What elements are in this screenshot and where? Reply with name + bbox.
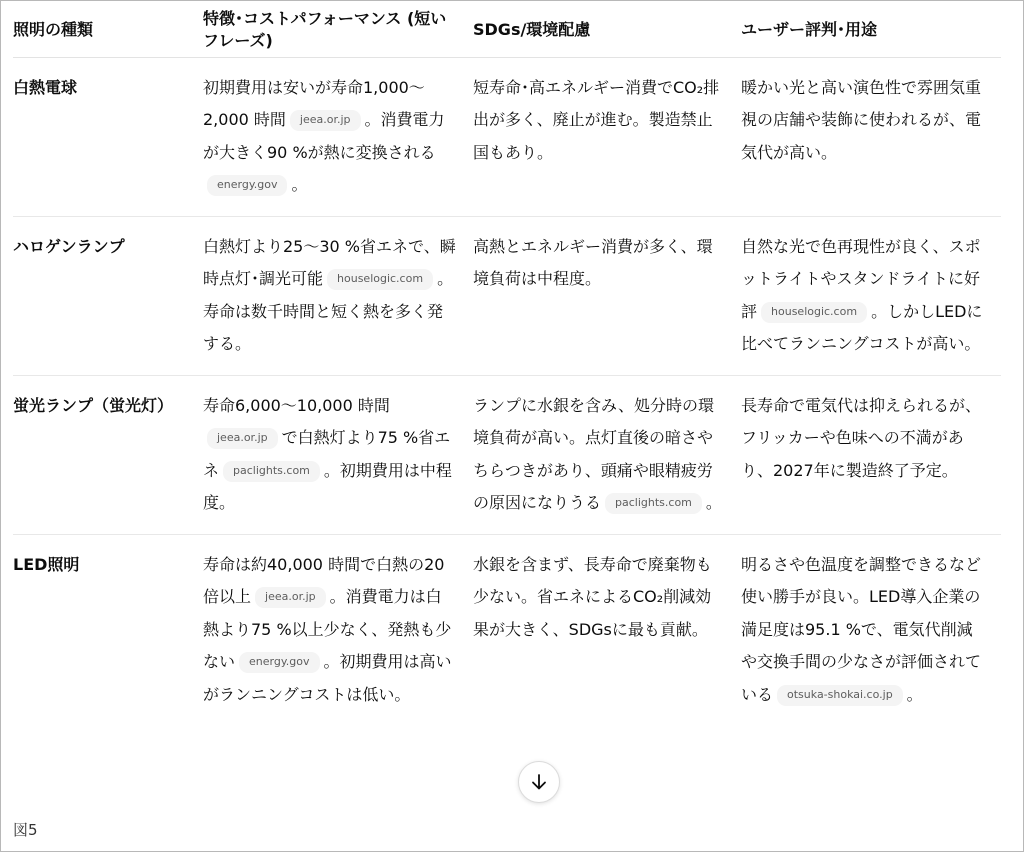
header-features: 特徴･コストパフォーマンス (短いフレーズ) [203,3,473,57]
row-sdgs [473,534,741,725]
header-sdgs: SDGs/環境配慮 [473,3,741,57]
arrow-down-icon [529,772,549,792]
row-features [203,375,473,534]
source-link[interactable]: houselogic.com [327,269,433,290]
cell-text: 高熱とエネルギー消費が多く、環境負荷は中程度。 [473,236,713,288]
header-reviews: ユーザー評判･用途 [741,3,1001,57]
cell-text: ランプに水銀を含み、処分時の環境負荷が高い。点灯直後の暗さやちらつきがあり、頭痛や眼精疲労の原因になりうる [473,395,714,512]
source-link[interactable]: paclights.com [223,461,320,482]
cell-text: 自然な光で色再現性が良く、スポットライトやスタンドライトに好評 [741,236,981,321]
row-reviews [741,375,1001,534]
row-sdgs [473,57,741,216]
row-sdgs [473,216,741,375]
scroll-down-button[interactable] [518,761,560,803]
cell-text: 暖かい光と高い演色性で雰囲気重視の店舗や装飾に使われるが、電気代が高い。 [741,77,982,162]
source-link[interactable]: energy.gov [207,175,287,196]
row-features [203,57,473,216]
cell-text: 白熱灯より25〜30 %省エネで、瞬時点灯･調光可能 [203,236,456,288]
cell-text: 初期費用は安いが寿命1,000〜2,000 時間 [203,77,425,129]
row-name: ハロゲンランプ [13,216,203,375]
table-row [13,57,1001,216]
cell-text: 。初期費用は中程度。 [203,460,452,512]
lighting-comparison-table [13,3,1001,725]
cell-text: 。消費電力は白熱より75 %以上少なく、発熱も少ない [203,587,452,671]
cell-text: 長寿命で電気代は抑えられるが、フリッカーや色味への不満があり、2027年に製造終了予定。 [741,395,982,480]
cell-text: 寿命6,000〜10,000 時間 [203,395,390,415]
row-sdgs [473,375,741,534]
row-reviews [741,534,1001,725]
table-header-row [13,3,1001,57]
source-link[interactable]: paclights.com [605,493,702,514]
cell-text: 水銀を含まず、長寿命で廃棄物も少ない。省エネによるCO₂削減効果が大きく、SDGsに最も貢献。 [473,554,712,639]
cell-text: 。しかしLEDに比べてランニングコストが高い。 [741,301,983,353]
source-link[interactable]: houselogic.com [761,302,867,323]
source-link[interactable]: jeea.or.jp [207,428,278,449]
source-link[interactable]: otsuka-shokai.co.jp [777,685,903,706]
row-name: 蛍光ランプ（蛍光灯） [13,375,203,534]
cell-text: 。 [291,175,308,194]
row-features [203,534,473,725]
header-type: 照明の種類 [13,3,203,57]
source-link[interactable]: energy.gov [239,652,319,673]
row-name: LED照明 [13,554,80,574]
source-link[interactable]: jeea.or.jp [290,110,361,131]
table-row [13,216,1001,375]
cell-text: 短寿命･高エネルギー消費でCO₂排出が多く、廃止が進む。製造禁止国もあり。 [473,77,720,162]
row-name: 白熱電球 [13,57,203,216]
cell-text: 。 [906,684,923,704]
cell-text: で白熱灯より75 %省エネ [203,428,451,480]
cell-text: 明るさや色温度を調整できるなど使い勝手が良い。LED導入企業の満足度は95.1 %で、電気代削減や交換手間の少なさが評価されている [741,554,982,704]
cell-text: 。 [705,493,722,512]
cell-text: 。初期費用は高いがランニングコストは低い。 [203,652,452,704]
cell-text: 。消費電力が大きく90 %が熱に変換される [203,110,445,162]
cell-text: 。寿命は数千時間と短く熱を多く発する。 [203,269,454,353]
figure-label: 図5 [13,821,38,839]
row-reviews [741,216,1001,375]
table-row [13,534,1001,725]
table-row [13,375,1001,534]
row-features [203,216,473,375]
source-link[interactable]: jeea.or.jp [255,587,326,608]
row-reviews [741,57,1001,216]
cell-text: 寿命は約40,000 時間で白熱の20倍以上 [203,554,445,606]
